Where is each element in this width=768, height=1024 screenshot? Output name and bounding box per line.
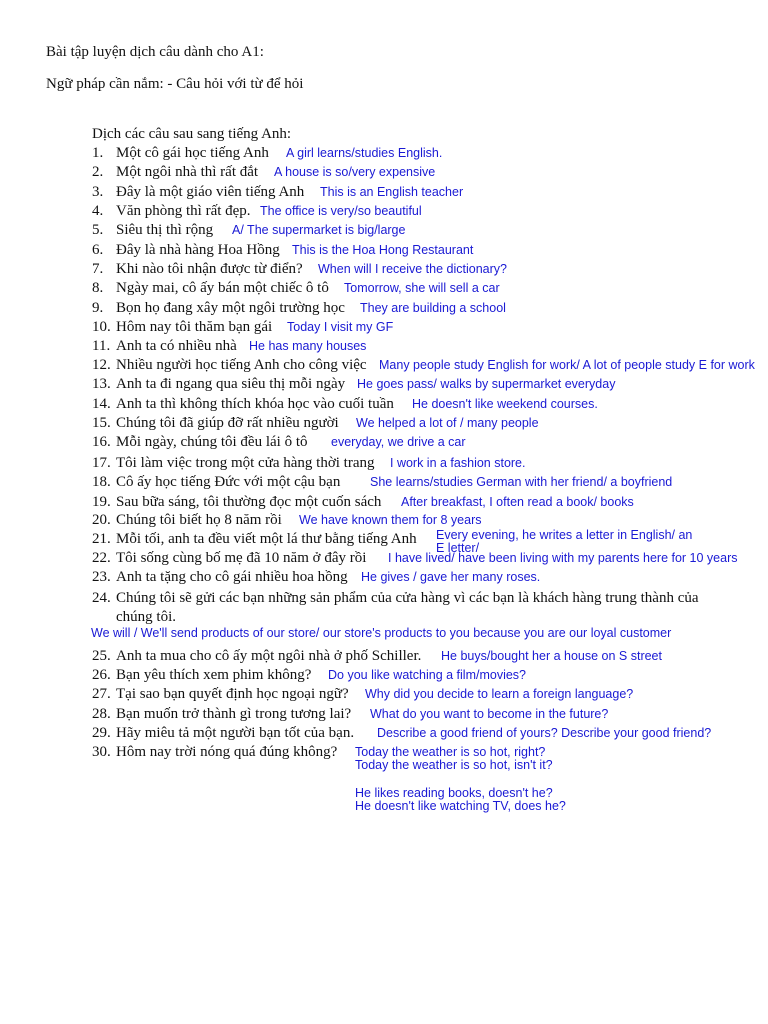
- english-answer: She learns/studies German with her friend/ a boyfriend: [370, 475, 673, 489]
- english-answer: everyday, we drive a car: [331, 435, 466, 449]
- vietnamese-sentence: Khi nào tôi nhận được từ điển?: [116, 261, 303, 277]
- document-title: Bài tập luyện dịch câu dành cho A1:: [46, 44, 264, 60]
- english-answer: The office is very/so beautiful: [260, 204, 422, 218]
- item-number: 20.: [92, 512, 111, 528]
- english-answer: They are building a school: [360, 301, 506, 315]
- item-number: 23.: [92, 569, 111, 585]
- vietnamese-sentence: Anh ta thì không thích khóa học vào cuối tuần: [116, 396, 394, 412]
- item-number: 30.: [92, 744, 111, 760]
- extra-answer: He doesn't like watching TV, does he?: [355, 799, 566, 813]
- vietnamese-sentence: Sau bữa sáng, tôi thường đọc một cuốn sách: [116, 494, 382, 510]
- item-number: 29.: [92, 725, 111, 741]
- vietnamese-sentence: Một cô gái học tiếng Anh: [116, 145, 269, 161]
- item-number: 6.: [92, 242, 104, 258]
- item-number: 12.: [92, 357, 111, 373]
- item-number: 21.: [92, 531, 111, 547]
- vietnamese-sentence: Đây là nhà hàng Hoa Hồng: [116, 242, 280, 258]
- item-number: 5.: [92, 222, 104, 238]
- item-number: 1.: [92, 145, 104, 161]
- item-number: 15.: [92, 415, 111, 431]
- vietnamese-sentence: Mỗi ngày, chúng tôi đều lái ô tô: [116, 434, 308, 450]
- grammar-note: Ngữ pháp cần nắm: - Câu hỏi với từ để hỏi: [46, 76, 304, 92]
- vietnamese-sentence: Đây là một giáo viên tiếng Anh: [116, 184, 305, 200]
- english-answer: After breakfast, I often read a book/ books: [401, 495, 634, 509]
- english-answer: Every evening, he writes a letter in English/ an: [436, 528, 693, 542]
- english-answer: When will I receive the dictionary?: [318, 262, 507, 276]
- english-answer: He doesn't like weekend courses.: [412, 397, 598, 411]
- vietnamese-sentence: Hôm nay tôi thăm bạn gái: [116, 319, 273, 335]
- english-answer: We will / We'll send products of our store/ our store's products to you because you are our loyal customer: [91, 626, 672, 640]
- item-number: 22.: [92, 550, 111, 566]
- english-answer: Many people study English for work/ A lot of people study E for work: [379, 358, 755, 372]
- vietnamese-sentence: Tôi sống cùng bố mẹ đã 10 năm ở đây rồi: [116, 550, 367, 566]
- item-number: 28.: [92, 706, 111, 722]
- vietnamese-sentence: Anh ta tặng cho cô gái nhiều hoa hồng: [116, 569, 348, 585]
- vietnamese-sentence: Tại sao bạn quyết định học ngoại ngữ?: [116, 686, 349, 702]
- english-answer: This is the Hoa Hong Restaurant: [292, 243, 474, 257]
- item-number: 19.: [92, 494, 111, 510]
- extra-answer: He likes reading books, doesn't he?: [355, 786, 553, 800]
- english-answer: We have known them for 8 years: [299, 513, 482, 527]
- vietnamese-sentence: Bạn muốn trở thành gì trong tương lai?: [116, 706, 352, 722]
- item-number: 14.: [92, 396, 111, 412]
- item-number: 8.: [92, 280, 104, 296]
- vietnamese-sentence: Văn phòng thì rất đẹp.: [116, 203, 251, 219]
- english-answer: A girl learns/studies English.: [286, 146, 443, 160]
- item-number: 3.: [92, 184, 104, 200]
- vietnamese-sentence: Mỗi tối, anh ta đều viết một lá thư bằng tiếng Anh: [116, 531, 417, 547]
- english-answer: Why did you decide to learn a foreign language?: [365, 687, 634, 701]
- item-number: 25.: [92, 648, 111, 664]
- item-number: 7.: [92, 261, 104, 277]
- item-number: 18.: [92, 474, 111, 490]
- item-number: 27.: [92, 686, 111, 702]
- extra-answer: Today the weather is so hot, isn't it?: [355, 758, 553, 772]
- instruction: Dịch các câu sau sang tiếng Anh:: [92, 126, 292, 142]
- english-answer: What do you want to become in the future?: [370, 707, 609, 721]
- english-answer: I have lived/ have been living with my parents here for 10 years: [388, 551, 738, 565]
- vietnamese-sentence-continued: chúng tôi.: [116, 609, 176, 625]
- english-answer: Today I visit my GF: [287, 320, 394, 334]
- vietnamese-sentence: Anh ta đi ngang qua siêu thị mỗi ngày: [116, 376, 346, 392]
- vietnamese-sentence: Hãy miêu tả một người bạn tốt của bạn.: [116, 725, 355, 741]
- vietnamese-sentence: Tôi làm việc trong một cửa hàng thời trang: [116, 455, 375, 471]
- vietnamese-sentence: Chúng tôi sẽ gửi các bạn những sản phẩm của cửa hàng vì các bạn là khách hàng trung thành của: [116, 590, 699, 606]
- english-answer: He goes pass/ walks by supermarket everyday: [357, 377, 616, 391]
- vietnamese-sentence: Bạn yêu thích xem phim không?: [116, 667, 312, 683]
- english-answer-continued: E letter/: [436, 541, 480, 555]
- english-answer: Do you like watching a film/movies?: [328, 668, 526, 682]
- english-answer: He buys/bought her a house on S street: [441, 649, 662, 663]
- english-answer: I work in a fashion store.: [390, 456, 526, 470]
- vietnamese-sentence: Bọn họ đang xây một ngôi trường học: [116, 300, 345, 316]
- vietnamese-sentence: Nhiều người học tiếng Anh cho công việc: [116, 357, 367, 373]
- item-number: 17.: [92, 455, 111, 471]
- vietnamese-sentence: Chúng tôi biết họ 8 năm rồi: [116, 512, 282, 528]
- english-answer: This is an English teacher: [320, 185, 464, 199]
- english-answer: Today the weather is so hot, right?: [355, 745, 546, 759]
- english-answer: A house is so/very expensive: [274, 165, 436, 179]
- english-answer: He has many houses: [249, 339, 367, 353]
- english-answer: He gives / gave her many roses.: [361, 570, 541, 584]
- item-number: 9.: [92, 300, 104, 316]
- vietnamese-sentence: Hôm nay trời nóng quá đúng không?: [116, 744, 338, 760]
- vietnamese-sentence: Cô ấy học tiếng Đức với một cậu bạn: [116, 474, 341, 490]
- vietnamese-sentence: Anh ta có nhiều nhà: [116, 338, 237, 354]
- vietnamese-sentence: Một ngôi nhà thì rất đắt: [116, 164, 259, 180]
- vietnamese-sentence: Anh ta mua cho cô ấy một ngôi nhà ở phố Schiller.: [116, 648, 422, 664]
- vietnamese-sentence: Chúng tôi đã giúp đỡ rất nhiều người: [116, 415, 339, 431]
- vietnamese-sentence: Siêu thị thì rộng: [116, 222, 214, 238]
- item-number: 16.: [92, 434, 111, 450]
- item-number: 11.: [92, 338, 111, 354]
- item-number: 2.: [92, 164, 104, 180]
- vietnamese-sentence: Ngày mai, cô ấy bán một chiếc ô tô: [116, 280, 329, 296]
- english-answer: We helped a lot of / many people: [356, 416, 539, 430]
- english-answer: A/ The supermarket is big/large: [232, 223, 406, 237]
- item-number: 10.: [92, 319, 111, 335]
- item-number: 4.: [92, 203, 104, 219]
- english-answer: Tomorrow, she will sell a car: [344, 281, 500, 295]
- item-number: 24.: [92, 590, 111, 606]
- english-answer: Describe a good friend of yours? Describe your good friend?: [377, 726, 712, 740]
- item-number: 13.: [92, 376, 111, 392]
- item-number: 26.: [92, 667, 111, 683]
